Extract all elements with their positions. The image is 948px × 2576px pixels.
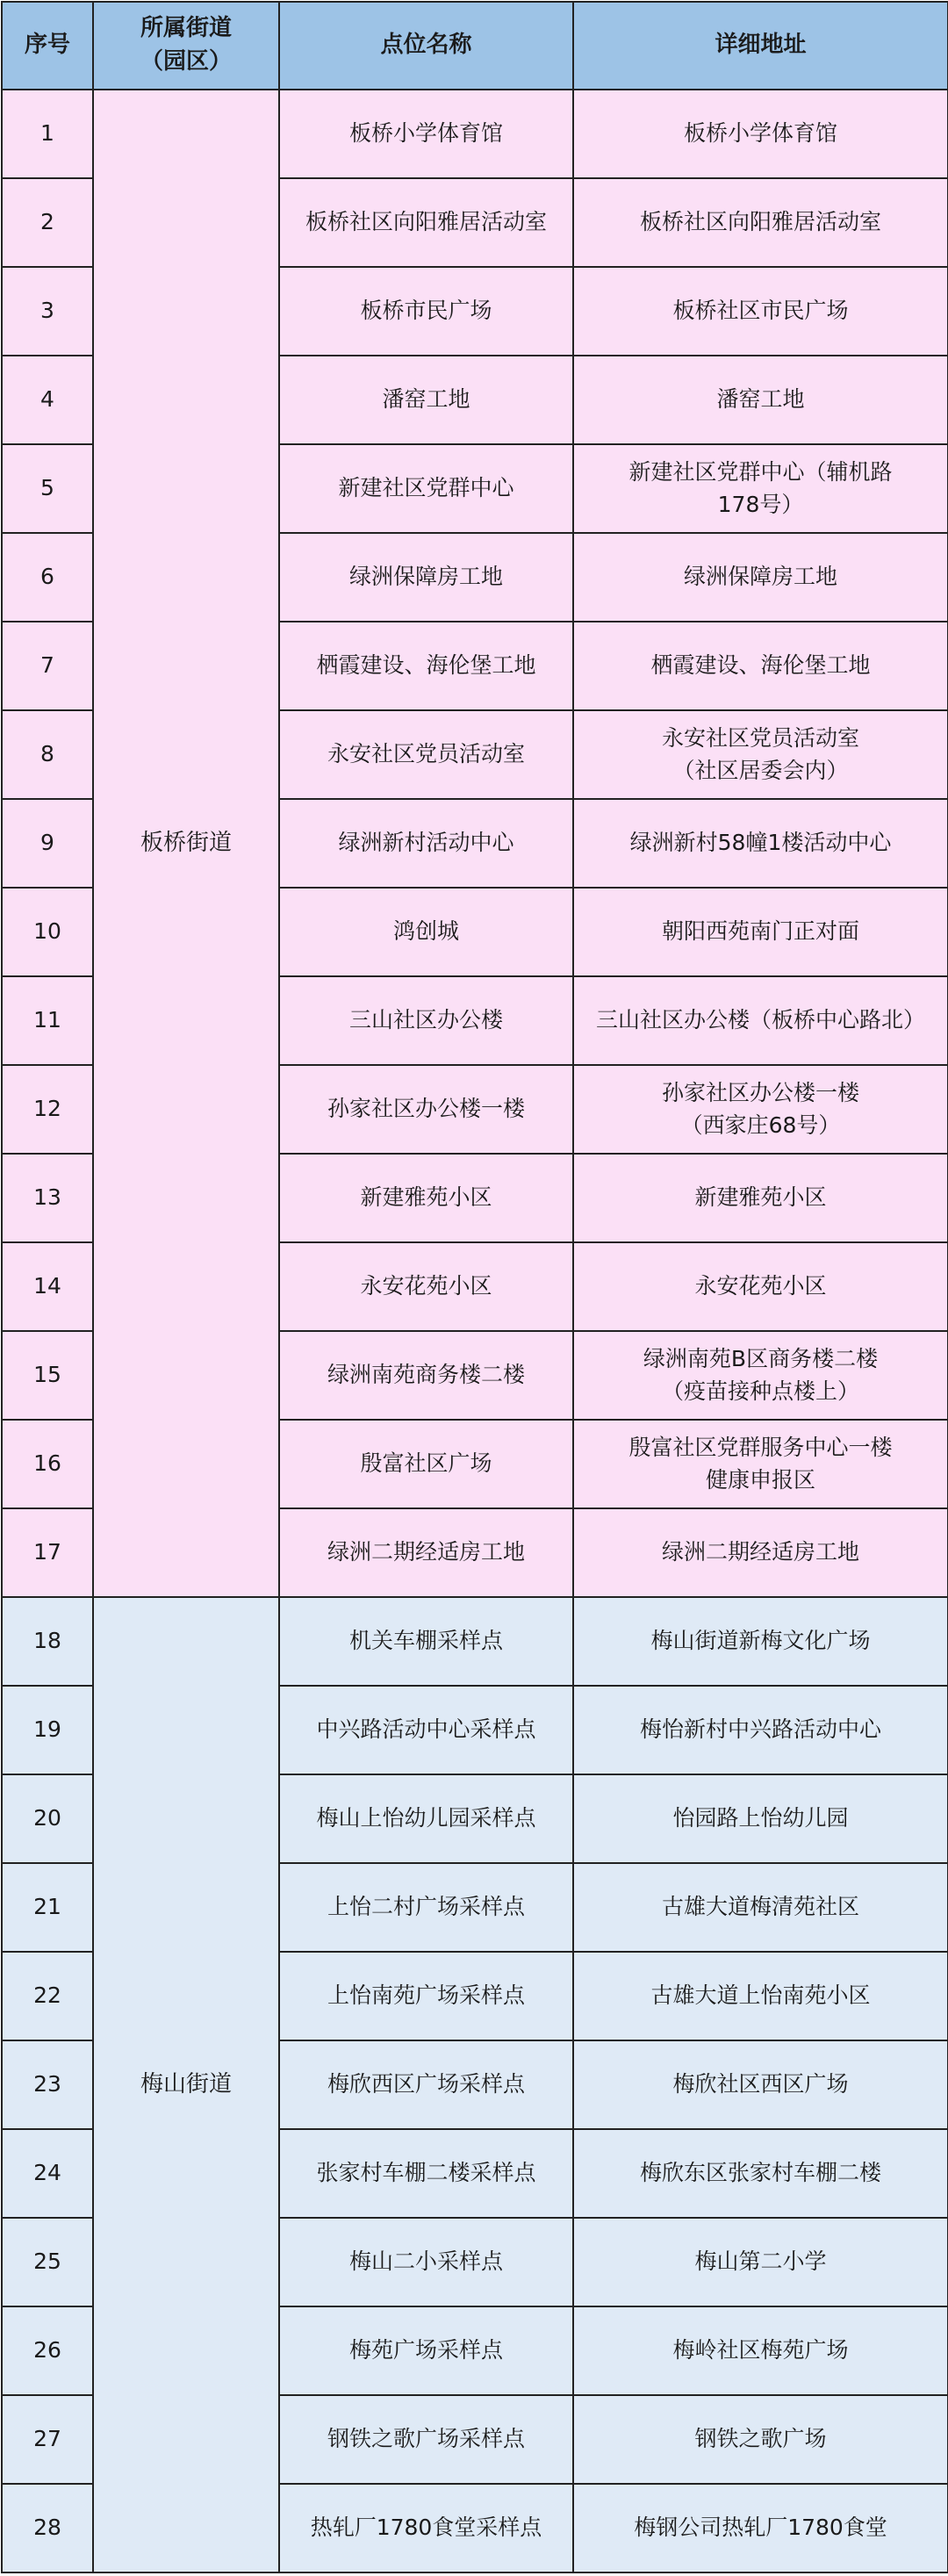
address-line: 绿洲新村58幢1楼活动中心 (629, 830, 892, 856)
cell-address (573, 1952, 948, 2040)
cell-no: 3 (2, 267, 93, 356)
cell-address (573, 1242, 948, 1331)
cell-address (573, 1065, 948, 1154)
cell-no: 21 (2, 1863, 93, 1952)
header-name: 点位名称 (279, 2, 573, 90)
cell-site-name: 新建社区党群中心 (279, 444, 573, 533)
cell-address (573, 1774, 948, 1863)
cell-no: 8 (2, 710, 93, 799)
cell-address (573, 1508, 948, 1597)
address-line: 梅岭社区梅苑广场 (672, 2337, 849, 2364)
address-line: 朝阳西苑南门正对面 (661, 918, 859, 945)
cell-site-name: 上怡南苑广场采样点 (279, 1952, 573, 2040)
cell-site-name: 板桥小学体育馆 (279, 90, 573, 178)
cell-no: 24 (2, 2129, 93, 2218)
cell-address (573, 2218, 948, 2306)
cell-site-name: 永安花苑小区 (279, 1242, 573, 1331)
cell-site-name: 板桥市民广场 (279, 267, 573, 356)
address-line: 178号） (717, 491, 804, 517)
address-line: 梅欣东区张家村车棚二楼 (639, 2160, 881, 2186)
cell-site-name: 绿洲二期经适房工地 (279, 1508, 573, 1597)
address-line: 绿洲保障房工地 (683, 564, 837, 590)
cell-address (573, 710, 948, 799)
header-street-line1: 所属街道 (140, 15, 232, 42)
header-addr: 详细地址 (573, 2, 948, 90)
cell-no: 17 (2, 1508, 93, 1597)
table-row (2, 1597, 948, 1686)
cell-address (573, 1686, 948, 1774)
address-line: 钢铁之歌广场 (694, 2426, 827, 2452)
cell-no: 16 (2, 1420, 93, 1508)
sampling-sites-table (1, 1, 948, 2573)
cell-address (573, 1863, 948, 1952)
cell-no: 1 (2, 90, 93, 178)
cell-site-name: 新建雅苑小区 (279, 1154, 573, 1242)
address-line: 栖霞建设、海伦堡工地 (650, 652, 871, 679)
cell-site-name: 中兴路活动中心采样点 (279, 1686, 573, 1774)
table-body (2, 90, 948, 2572)
cell-no: 12 (2, 1065, 93, 1154)
address-line: 孙家社区办公楼一楼 (661, 1080, 859, 1106)
cell-site-name: 绿洲南苑商务楼二楼 (279, 1331, 573, 1420)
cell-no: 11 (2, 976, 93, 1065)
address-line: 绿洲二期经适房工地 (661, 1539, 859, 1565)
cell-address (573, 1597, 948, 1686)
cell-site-name: 上怡二村广场采样点 (279, 1863, 573, 1952)
cell-address (573, 2129, 948, 2218)
cell-no: 27 (2, 2395, 93, 2484)
address-line: 板桥社区市民广场 (672, 298, 849, 324)
address-line: （西家庄68号） (680, 1112, 841, 1138)
cell-address (573, 976, 948, 1065)
cell-site-name: 钢铁之歌广场采样点 (279, 2395, 573, 2484)
address-line: （疫苗接种点楼上） (661, 1378, 859, 1404)
cell-site-name: 绿洲新村活动中心 (279, 799, 573, 888)
cell-site-name: 张家村车棚二楼采样点 (279, 2129, 573, 2218)
cell-address (573, 1331, 948, 1420)
cell-no: 2 (2, 178, 93, 267)
cell-address (573, 356, 948, 444)
address-line: 殷富社区党群服务中心一楼 (628, 1435, 893, 1461)
address-line: 梅山第二小学 (694, 2249, 827, 2275)
cell-address (573, 90, 948, 178)
header-street-line2: （园区） (140, 48, 232, 75)
address-line: 潘窑工地 (716, 386, 805, 413)
cell-no: 20 (2, 1774, 93, 1863)
cell-no: 28 (2, 2484, 93, 2572)
header-street (93, 2, 279, 90)
cell-site-name: 梅欣西区广场采样点 (279, 2040, 573, 2129)
cell-no: 5 (2, 444, 93, 533)
address-line: 板桥社区向阳雅居活动室 (639, 209, 881, 235)
cell-address (573, 622, 948, 710)
cell-site-name: 热轧厂1780食堂采样点 (279, 2484, 573, 2572)
cell-address (573, 1420, 948, 1508)
address-line: 古雄大道上怡南苑小区 (650, 1982, 871, 2009)
cell-site-name: 板桥社区向阳雅居活动室 (279, 178, 573, 267)
header-row (2, 2, 948, 90)
address-line: 梅山街道新梅文化广场 (650, 1628, 871, 1654)
cell-site-name: 潘窑工地 (279, 356, 573, 444)
cell-address (573, 2484, 948, 2572)
cell-site-name: 鸿创城 (279, 888, 573, 976)
cell-site-name: 栖霞建设、海伦堡工地 (279, 622, 573, 710)
cell-no: 25 (2, 2218, 93, 2306)
cell-no: 7 (2, 622, 93, 710)
cell-address (573, 2306, 948, 2395)
address-line: （社区居委会内） (672, 757, 849, 783)
address-line: 三山社区办公楼（板桥中心路北） (595, 1007, 925, 1033)
cell-no: 26 (2, 2306, 93, 2395)
cell-address (573, 1154, 948, 1242)
address-line: 板桥小学体育馆 (683, 120, 837, 147)
table-header (2, 2, 948, 90)
cell-address (573, 2040, 948, 2129)
address-line: 梅钢公司热轧厂1780食堂 (634, 2515, 887, 2541)
cell-site-name: 机关车棚采样点 (279, 1597, 573, 1686)
cell-address (573, 444, 948, 533)
cell-street: 板桥街道 (93, 90, 279, 1597)
cell-address (573, 799, 948, 888)
address-line: 梅怡新村中兴路活动中心 (639, 1716, 881, 1743)
cell-site-name: 永安社区党员活动室 (279, 710, 573, 799)
cell-site-name: 绿洲保障房工地 (279, 533, 573, 622)
cell-no: 18 (2, 1597, 93, 1686)
cell-no: 13 (2, 1154, 93, 1242)
cell-no: 23 (2, 2040, 93, 2129)
cell-site-name: 孙家社区办公楼一楼 (279, 1065, 573, 1154)
address-line: 健康申报区 (705, 1466, 815, 1493)
address-line: 新建雅苑小区 (694, 1184, 827, 1211)
table-row (2, 90, 948, 178)
cell-site-name: 梅山二小采样点 (279, 2218, 573, 2306)
cell-no: 22 (2, 1952, 93, 2040)
cell-no: 4 (2, 356, 93, 444)
address-line: 永安社区党员活动室 (661, 725, 859, 752)
cell-no: 10 (2, 888, 93, 976)
cell-address (573, 533, 948, 622)
cell-address (573, 178, 948, 267)
address-line: 怡园路上怡幼儿园 (672, 1805, 849, 1831)
cell-no: 15 (2, 1331, 93, 1420)
cell-site-name: 梅苑广场采样点 (279, 2306, 573, 2395)
address-line: 绿洲南苑B区商务楼二楼 (643, 1346, 879, 1372)
address-line: 新建社区党群中心（辅机路 (628, 459, 893, 486)
cell-site-name: 殷富社区广场 (279, 1420, 573, 1508)
address-line: 古雄大道梅清苑社区 (661, 1894, 859, 1920)
cell-no: 9 (2, 799, 93, 888)
header-no: 序号 (2, 2, 93, 90)
address-line: 梅欣社区西区广场 (672, 2071, 849, 2097)
cell-address (573, 888, 948, 976)
address-line: 永安花苑小区 (694, 1273, 827, 1299)
cell-no: 19 (2, 1686, 93, 1774)
cell-site-name: 梅山上怡幼儿园采样点 (279, 1774, 573, 1863)
cell-site-name: 三山社区办公楼 (279, 976, 573, 1065)
cell-address (573, 2395, 948, 2484)
cell-no: 14 (2, 1242, 93, 1331)
cell-street: 梅山街道 (93, 1597, 279, 2572)
cell-address (573, 267, 948, 356)
cell-no: 6 (2, 533, 93, 622)
